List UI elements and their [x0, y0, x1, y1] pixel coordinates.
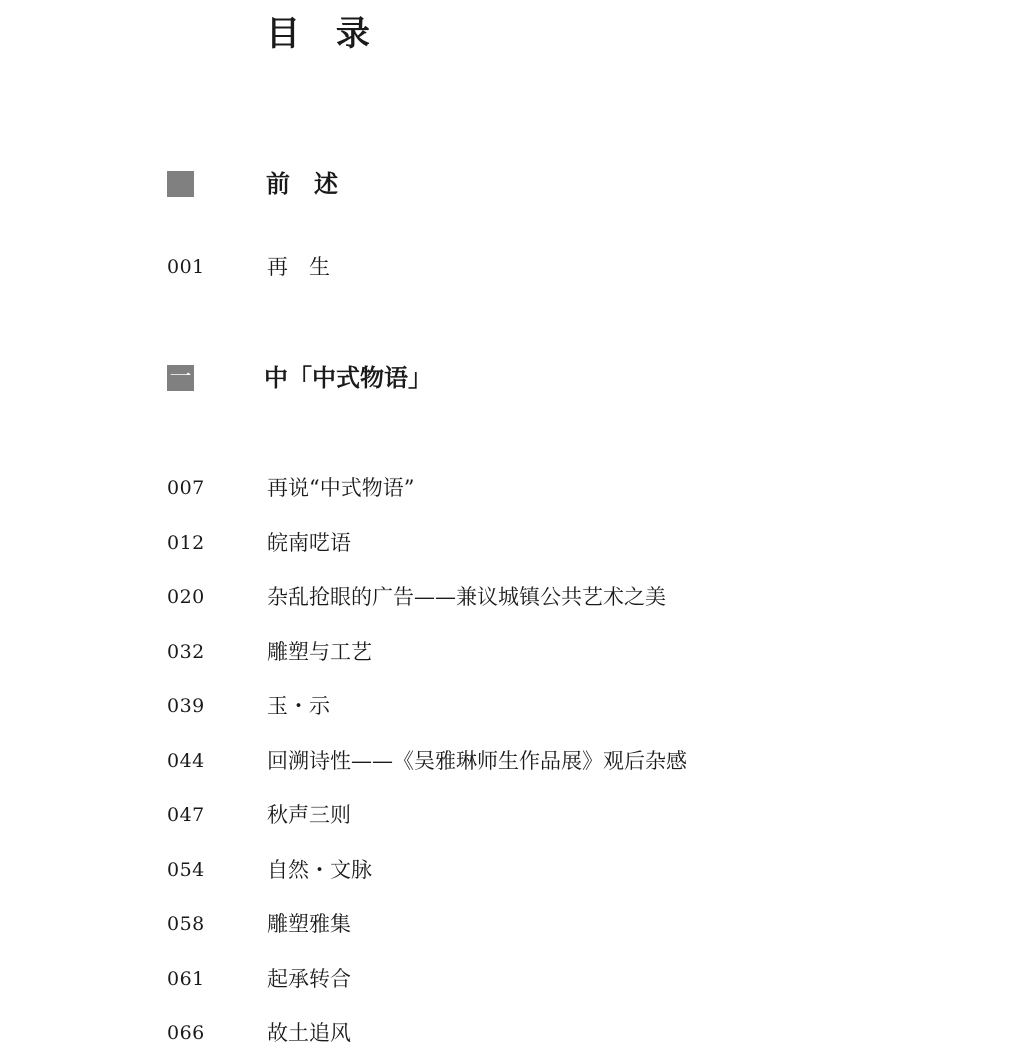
toc-entry-title: 再说“中式物语”: [267, 476, 415, 500]
toc-entry[interactable]: [167, 252, 867, 282]
toc-page-number: 058: [167, 913, 205, 935]
section-marker-square-icon: [167, 171, 194, 197]
toc-entry-title: 杂乱抢眼的广告——兼议城镇公共艺术之美: [267, 585, 666, 609]
toc-page-number: 032: [167, 641, 205, 663]
page-title: 目 录: [266, 14, 382, 54]
toc-page-number: 047: [167, 804, 205, 826]
section-marker-number-icon: 一: [167, 365, 194, 391]
section-title: 前 述: [266, 169, 338, 198]
toc-entry-title: 皖南呓语: [267, 531, 351, 555]
toc-entry[interactable]: [167, 1018, 867, 1048]
toc-entry-title: 雕塑与工艺: [267, 640, 372, 664]
toc-page-number: 054: [167, 859, 205, 881]
toc-page-number: 001: [167, 256, 205, 278]
toc-page-number: 012: [167, 532, 205, 554]
toc-entry-title: 故土追风: [267, 1021, 351, 1045]
toc-page-number: 020: [167, 586, 205, 608]
section-title: 中「中式物语」: [264, 363, 432, 392]
toc-entry-title: 玉・示: [267, 694, 330, 718]
toc-page-number: 007: [167, 477, 205, 499]
toc-entry[interactable]: [167, 637, 867, 667]
toc-entry-title: 回溯诗性——《吴雅琳师生作品展》观后杂感: [267, 749, 687, 773]
toc-page-number: 061: [167, 968, 205, 990]
toc-entry[interactable]: [167, 582, 867, 612]
toc-page-number: 044: [167, 750, 205, 772]
toc-entry[interactable]: [167, 855, 867, 885]
toc-page-number: 039: [167, 695, 205, 717]
toc-entry[interactable]: [167, 909, 867, 939]
toc-entry[interactable]: [167, 528, 867, 558]
toc-entry[interactable]: [167, 746, 867, 776]
toc-entry[interactable]: [167, 473, 867, 503]
toc-entry[interactable]: [167, 964, 867, 994]
toc-page-number: 066: [167, 1022, 205, 1044]
toc-entry-title: 自然・文脉: [267, 858, 372, 882]
toc-entry[interactable]: [167, 800, 867, 830]
toc-entry-title: 起承转合: [267, 967, 351, 991]
toc-entry-title: 雕塑雅集: [267, 912, 351, 936]
toc-entry-title: 再 生: [267, 255, 330, 279]
toc-entry[interactable]: [167, 691, 867, 721]
toc-entry-title: 秋声三则: [267, 803, 351, 827]
